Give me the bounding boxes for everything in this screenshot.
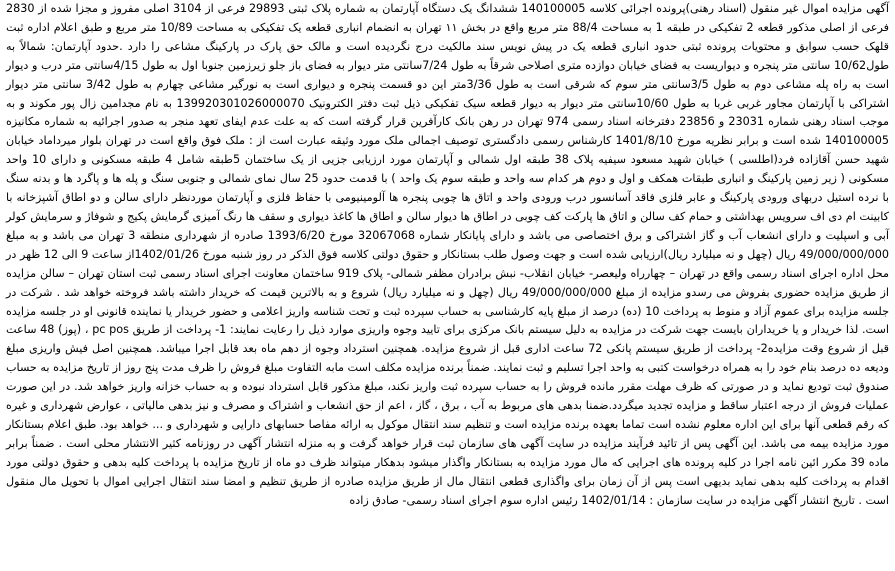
auction-notice-text: آگهی مزایده اموال غیر منقول (اسناد رهنی)پرونده اجرائی کلاسه 140100005 ششدانگ یک دستگاه آپارتمان به شماره پلاک ثبتی 29893 فرعی از 3104 اصلی مفروز و مجزا شده از 2830 فرعی از اصلی مذکور قطعه 2 تفکیکی در طبقه 1 به مساحت 88/4 متر مربع واقع در بخش ۱۱ تهران به انضمام انباری قطعه یک تفکیکی به مساحت 10/89 متر مربع و طبق اعلام اداره ثبت قلهک حسب سوابق و محتویات پرونده ثبتی حدود انباری قطعه یک در پیش نویس سند مالکیت درج نگردیده است و مالک حق پارک در پارکینگ مشاعی را دارد .حدود آپارتمان: شمالاً به طول10/62 سانتی متر پنجره و دیواریست به فضای خیابان دوازده متری اصلاحی شرقاً به طول 7/24سانتی متر دیوار به فضای باز جلو زیرزمین جنوبا اول به طول 4/15سانتی متر درب و دیوار است به راه پله مشاعی دوم به طول 3/5سانتی متر سوم که شرقی است به طول 3/36متر این دو قسمت پنجره و دیواری است به نورگیر مشاعی چهارم به طول 3/42 سانتی متر دیوار اشتراکی با آپارتمان مجاور غربی غربا به طول 10/60سانتی متر دیوار به دیوار قطعه سیک تفکیکی ذیل ثبت دفتر الکترونیک 139920301026000070 به نام مجدامین زال پور مکوند و به موجب اسناد رهنی شماره 23031 و 23856 دفترخانه اسناد رسمی 974 تهران در رهن بانک کارآفرین قرار گرفته است که به علت عدم ایفای تعهد منجر به صدور اجرائیه به شماره مکانیزه 140100005 شده است و برابر نظریه مورخ 1401/8/10 کارشناس رسمی دادگستری توصیف اجمالی ملک مورد وثیقه عبارت است از : ملک فوق واقع است در تهران بلوار میرداماد خیابان شهید حسن آقازاده فرد(اطلسی ) خیابان شهید مسعود سیفیه پلاک 38 طبقه اول شمالی و آپارتمان مورد ارزیابی جزیی از یک ساختمان 5طبقه شامل 4 طبقه مسکونی و دارای 10 واحد مسکونی ( زیر زمین پارکینگ و انباری طبقات همکف و اول و دوم هر کدام سه واحد و طبقه سوم یک واحد ) با قدمت حدود 25 سال نمای شمالی و جنوبی سنگ و پله ها و پاگرد ها و بدنه سنگ با نرده استیل دربهای ورودی پارکینگ و عابر فلزی فاقد آسانسور درب ورودی واحد و اتاق ها چوبی پنجره ها آلومینیومی با حفاظ فلزی و آپارتمان موردنظر دارای سالن و دو اطاق آشپزخانه با کابینت ام دی اف سرویس بهداشتی و حمام کف سالن و اتاق ها پارکت کف چوبی در اطاق ها دیوار سالن و اطاق ها کاغذ دیواری و سقف ها رنگ آمیزی گرمایش پکیج و شوفاژ و سرمایش کولر آبی و اسپلیت و دارای انشعاب آب و گاز اشتراکی و برق اختصاصی می باشد و دارای پایانکار شماره 32067068 مورخ 1393/6/20 صادره از شهرداری منطقه 3 تهران می باشد و به مبلغ 49/000/000/000 ریال (چهل و نه میلیارد ریال)ارزیابی شده است و جهت وصول طلب بستانکار و حقوق دولتی کلاسه فوق الذکر در روز شنبه مورخ 1402/01/26از ساعت 9 الی 12 ظهر در محل اداره اجرای اسناد رسمی واقع در تهران – چهارراه ولیعصر- خیابان انقلاب- نبش برادران مظفر شمالی- پلاک 919 ساختمان معاونت اجرای اسناد رسمی ثبت استان تهران – سالن مزایده از طریق مزایده حضوری بفروش می رسدو مزایده از مبلغ 49/000/000/000 ریال (چهل و نه میلیارد ریال) شروع و به بالاترین قیمت که خریدار داشته باشد فروخته خواهد شد . شرکت در جلسه مزایده برای عموم آزاد و منوط به پرداخت 10 (ده) درصد از مبلغ پایه کارشناسی به حساب سپرده ثبت و تحت شناسه واریز اعلامی و حضور خریدار یا نماینده قانونی او در جلسه مزایده است. لذا خریدار و یا خریداران بایست جهت شرکت در مزایده به دلیل سیستم بانک مرکزی برای تایید وجوه واریزی موارد ذیل را رعایت نمایند: 1- پرداخت از طریق pc pos ، (پوز) 48 ساعت قبل از شروع وقت مزایده2- پرداخت از طریق سیستم پانکی 72 ساعت اداری قبل از شروع مزایده. همچنین استرداد وجوه از دهم ماه بعد قابل اجرا میباشد. همچنین اصل فیش واریزی مبلغ ودیعه ده درصد بنام خود را به همراه درخواست کتبی به واحد اجرا تسلیم و ثبت نمایند. ضمناً برنده مزایده مکلف است مابه التفاوت مبلغ فروش را ظرف مدت پنج روز از تاریخ مزایده به حساب صندوق ثبت تودیع نماید و در صورتی که ظرف مهلت مقرر مانده فروش را به حساب سپرده ثبت واریز نکند، مبلغ مذکور قابل استرداد نبوده و به حساب خزانه واریز خواهد شد. در این صورت عملیات فروش از درجه اعتبار ساقط و مزایده تجدید میگردد.ضمنا بدهی های مربوط به آب ، برق ، گاز ، اعم از حق انشعاب و اشتراک و مصرف و نیز بدهی مالیاتی ، عوارض شهرداری و غیره که رقم قطعی آنها برای این اداره معلوم نشده است تماما بعهده برنده مزایده است و تنظیم سند انتقال موکول به ارائه مفاصا حسابهای دارایی و شهرداری و ... خواهد بود. طبق اعلام بستانکار مورد مزایده بیمه می باشد. این آگهی پس از تائید فرآیند مزایده در سایت آگهی های سازمان ثبت قرار خواهد گرفت و به منزله انتشار آگهی در روزنامه کثیر الانتشار محلی است . ضمناً برابر ماده 39 مکرر ائین نامه اجرا در کلیه پرونده های اجرایی که مال مورد مزایده به بستانکار واگذار میشود بدهکار میتواند ظرف دو ماه از تاریخ مزایده با پرداخت کلیه بدهی و حقوق دولتی مورد اقدام به پرداخت کلیه بدهی نماید بدیهی است پس از آن زمان برای واگذاری قطعی انتقال مال از طریق مزایده صادره از طریق تنظیم و امضا سند انتقال اجرایی اموال با تحویل مال منقول است . تاریخ انتشار آگهی مزایده در سایت سازمان : 1402/01/14 رئیس اداره سوم اجرای اسناد رسمی- صادق زاده — [6, 2, 890, 507]
